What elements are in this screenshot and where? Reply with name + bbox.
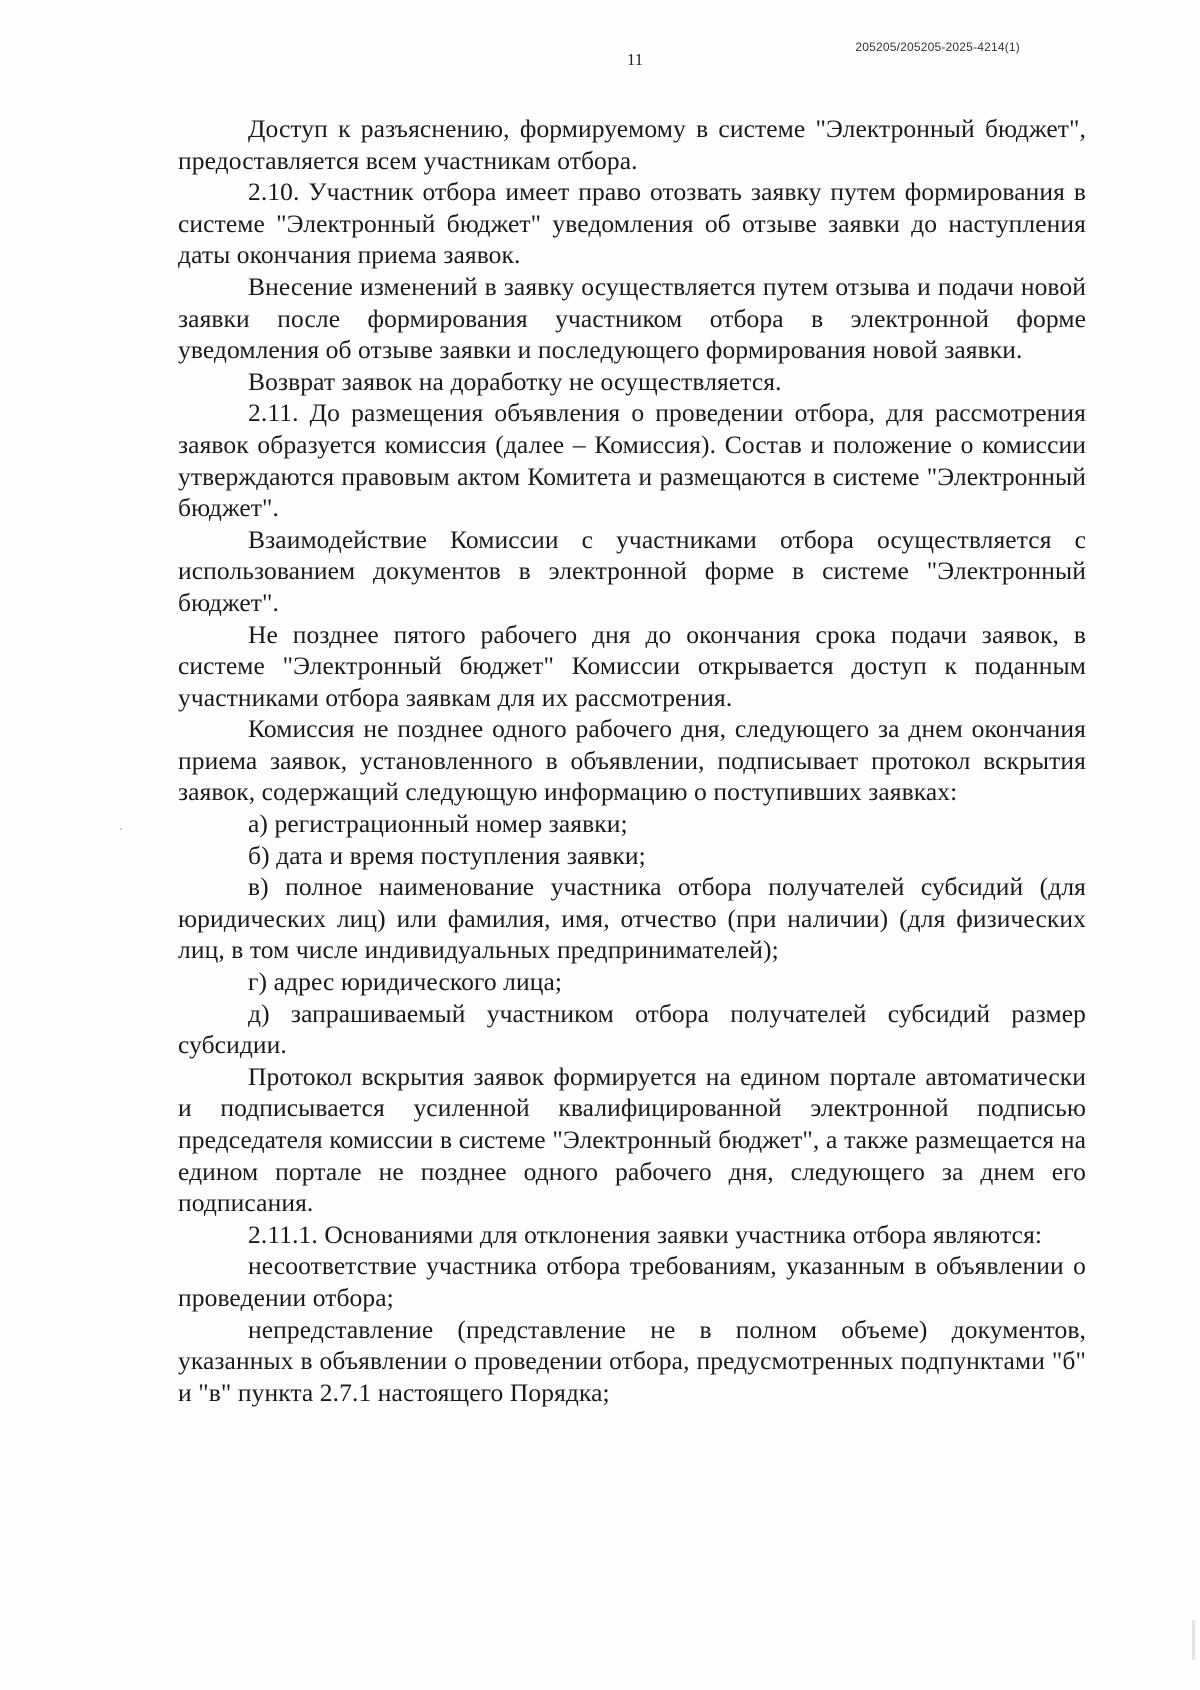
paragraph-clause-2-11: 2.11. До размещения объявления о проведении отбора, для рассмотрения заявок образуется комиссия (далее – Комиссия). Состав и положение о комиссии утверждаются правовым актом Комитета и размещаются в системе "Электронный бюджет". bbox=[178, 398, 1086, 523]
paragraph: Внесение изменений в заявку осуществляется путем отзыва и подачи новой заявки после формирования участником отбора в электронной форме уведомления об отзыве заявки и последующего формирования новой заявки. bbox=[178, 271, 1086, 365]
paragraph: Взаимодействие Комиссии с участниками отбора осуществляется с использованием документов в электронной форме в системе "Электронный бюджет". bbox=[178, 524, 1086, 617]
paragraph: Возврат заявок на доработку не осуществляется. bbox=[248, 366, 782, 396]
list-item-b: б) дата и время поступления заявки; bbox=[248, 840, 646, 870]
paragraph: Не позднее пятого рабочего дня до окончания срока подачи заявок, в системе "Электронный бюджет" Комиссии открывается доступ к поданным участниками отбора заявкам для их рассмотрения. bbox=[178, 619, 1086, 712]
paragraph-clause-2-10: 2.10. Участник отбора имеет право отозвать заявку путем формирования в системе "Электронный бюджет" уведомления об отзыве заявки до наступления даты окончания приема заявок. bbox=[178, 177, 1086, 270]
list-item-g: г) адрес юридического лица; bbox=[248, 967, 563, 997]
document-body bbox=[178, 113, 1086, 1408]
list-item-d: д) запрашиваемый участником отбора получателей субсидий размер субсидии. bbox=[178, 998, 1086, 1060]
paragraph: Протокол вскрытия заявок формируется на едином портале автоматически и подписывается усиленной квалифицированной электронной подписью председателя комиссии в системе "Электронный бюджет", а также размещается на едином портале не позднее одного рабочего дня, следующего за днем его подписания. bbox=[178, 1061, 1086, 1218]
list-item-v: в) полное наименование участника отбора получателей субсидий (для юридических лиц) или фамилия, имя, отчество (при наличии) (для физических лиц, в том числе индивидуальных предпринимателей); bbox=[178, 872, 1086, 965]
paragraph-clause-2-11-1: 2.11.1. Основаниями для отклонения заявки участника отбора являются: bbox=[248, 1219, 1043, 1249]
scan-artifact bbox=[1192, 1620, 1195, 1660]
paragraph: Комиссия не позднее одного рабочего дня, следующего за днем окончания приема заявок, установленного в объявлении, подписывает протокол вскрытия заявок, содержащий следующую информацию о поступивших заявках: bbox=[178, 714, 1086, 807]
page-number: 11 bbox=[626, 50, 644, 69]
document-id: 205205/205205-2025-4214(1) bbox=[855, 40, 1020, 54]
scan-artifact bbox=[120, 828, 122, 830]
paragraph: Доступ к разъяснению, формируемому в системе "Электронный бюджет", предоставляется всем участникам отбора. bbox=[178, 114, 1086, 175]
paragraph: несоответствие участника отбора требованиям, указанным в объявлении о проведении отбора; bbox=[178, 1251, 1086, 1312]
list-item-a: а) регистрационный номер заявки; bbox=[248, 809, 628, 839]
paragraph: непредставление (представление не в полном объеме) документов, указанных в объявлении о проведении отбора, предусмотренных подпунктами "б" и "в" пункта 2.7.1 настоящего Порядка; bbox=[178, 1314, 1086, 1407]
